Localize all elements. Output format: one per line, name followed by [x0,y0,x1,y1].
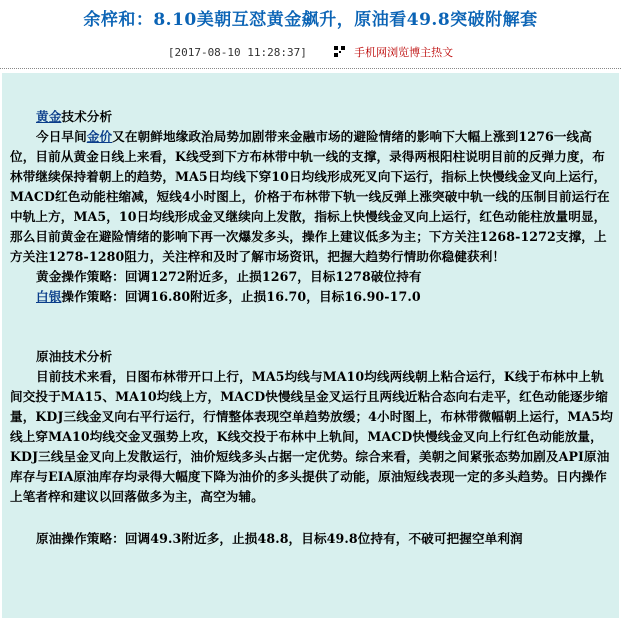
oil-strategy: 原油操作策略：回调49.3附近多，止损48.8，目标49.8位持有，不破可把握空单利润 [36,531,523,546]
divider [0,68,621,70]
spacer [10,507,614,529]
gold-price-link[interactable]: 金价 [86,129,113,144]
silver-strategy [10,287,614,307]
gold-heading-text: 技术分析 [61,109,113,124]
gold-link[interactable]: 黄金 [36,109,62,124]
silver-link[interactable]: 白银 [36,289,62,304]
oil-para-indent [10,369,36,384]
spacer [10,307,614,347]
article-body [10,107,614,549]
mobile-view-link[interactable]: 手机网浏览博主热文 [354,46,454,59]
gold-para-text: 又在朝鲜地缘政治局势加剧带来金融市场的避险情绪的影响下大幅上涨到1276一线高位，目前从黄金日线上来看，K线受到下方布林带中轨一线的支撑，录得两根阳柱说明目前的反弹力度，布林带继续保持着朝上的趋势，MA5日均线下穿10日均线形成死叉向下运行，指标上快慢线金叉向上运行，MACD红色动能柱缩减，短线4小时图上，价格于布林带下轨一线反弹上涨突破中轨一线的压制目前运行在中轨上方，MA5，10日均线形成金叉继续向上发散，指标上快慢线金叉向上运行，红色动能柱放量明显，那么目前黄金在避险情绪的影响下再一次爆发多头，操作上建议低多为主；下方关注1268-1272支撑，上方关注1278-1280阻力，关注梓和及时了解市场资讯，把握大趋势行情助你稳健获利！ [10,129,610,264]
article-body-background [2,73,619,618]
gold-heading [10,107,614,127]
qr-code-icon [334,46,345,57]
gold-paragraph [10,127,614,267]
silver-strategy-text: 操作策略：回调16.80附近多，止损16.70，目标16.90-17.0 [61,289,421,304]
oil-heading: 原油技术分析 [36,349,113,364]
oil-para-text: 目前技术来看，日图布林带开口上行，MA5均线与MA10均线两线朝上粘合运行，K线于布林中上轨间交投于MA15、MA10均线上方，MACD快慢线呈金叉运行且两线近粘合态向右走平，红色动能逐步缩量，KDJ三线金叉向右平行运行，行情整体表现空单趋势放缓；4小时图上，布林带微幅朝上运行，MA5均线上穿MA10均线交金叉强势上攻，K线交投于布林中上轨间，MACD快慢线金叉向上行红色动能放量，KDJ三线呈金叉向上发散运行，油价短线多头占据一定优势。综合来看，美朝之间紧张态势加剧及API原油库存与EIA原油库存均录得大幅度下降为油价的多头提供了动能，原油短线表现一定的多头趋势。日内操作上笔者梓和建议以回落做多为主，高空为辅。 [10,369,613,504]
oil-paragraph [10,367,614,507]
page-title: 余梓和：8.10美朝互怼黄金飙升，原油看49.8突破附解套 [83,10,538,30]
post-datetime: [2017-08-10 11:28:37] [167,46,307,59]
gold-para-prefix: 今日早间 [36,129,87,144]
gold-strategy: 黄金操作策略：回调1272附近多，止损1267，目标1278破位持有 [36,269,422,284]
post-meta [0,44,621,60]
